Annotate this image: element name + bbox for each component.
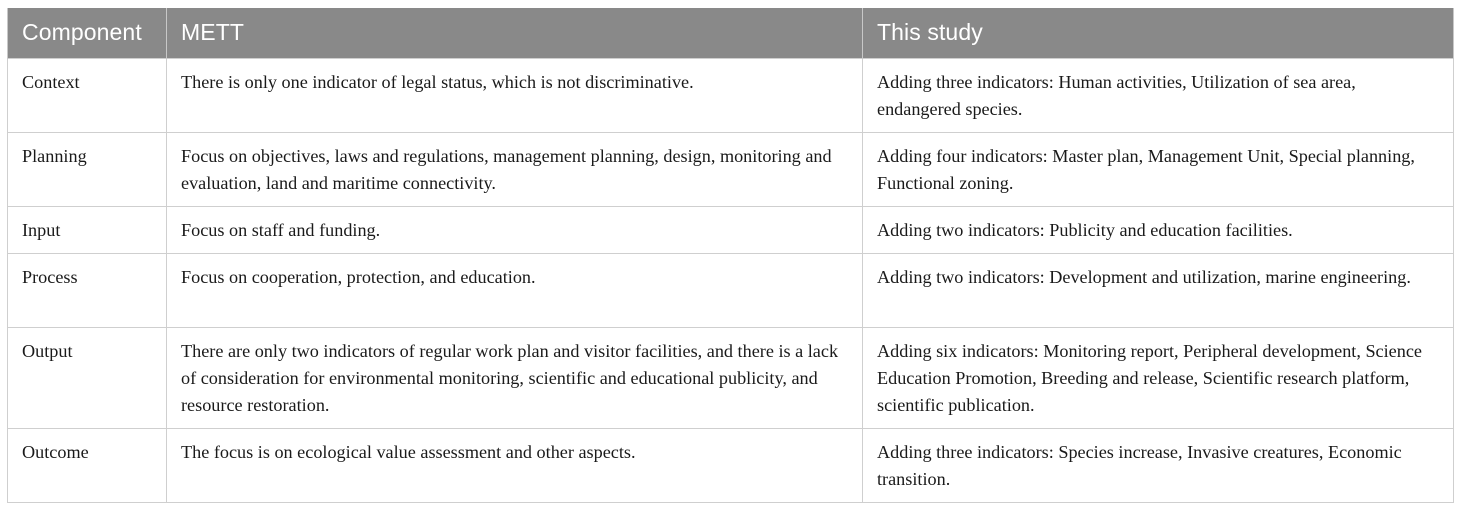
table-header [8,8,1454,58]
header-this-study: This study [863,8,1454,58]
table-row [8,253,1454,327]
cell-this-study: Adding three indicators: Human activities, Utilization of sea area, endangered species. [863,58,1454,132]
cell-this-study: Adding two indicators: Development and utilization, marine engineering. [863,253,1454,327]
table-row [8,428,1454,502]
table-row [8,327,1454,428]
cell-this-study: Adding two indicators: Publicity and education facilities. [863,206,1454,253]
table-row [8,58,1454,132]
header-mett: METT [167,8,863,58]
table-row [8,132,1454,206]
cell-component: Planning [8,132,167,206]
cell-this-study: Adding four indicators: Master plan, Management Unit, Special planning, Functional zoning. [863,132,1454,206]
cell-mett: Focus on objectives, laws and regulations, management planning, design, monitoring and evaluation, land and maritime connectivity. [167,132,863,206]
cell-component: Context [8,58,167,132]
cell-component: Outcome [8,428,167,502]
comparison-table-container [7,8,1453,503]
cell-this-study: Adding six indicators: Monitoring report, Peripheral development, Science Education Promotion, Breeding and release, Scientific research platform, scientific publication. [863,327,1454,428]
cell-mett: The focus is on ecological value assessment and other aspects. [167,428,863,502]
header-row [8,8,1454,58]
cell-mett: There are only two indicators of regular work plan and visitor facilities, and there is a lack of consideration for environmental monitoring, scientific and educational publicity, and resource restoration. [167,327,863,428]
cell-component: Input [8,206,167,253]
table-body [8,58,1454,502]
header-component: Component [8,8,167,58]
cell-component: Process [8,253,167,327]
cell-mett: Focus on cooperation, protection, and education. [167,253,863,327]
cell-this-study: Adding three indicators: Species increase, Invasive creatures, Economic transition. [863,428,1454,502]
table-row [8,206,1454,253]
cell-mett: There is only one indicator of legal status, which is not discriminative. [167,58,863,132]
cell-mett: Focus on staff and funding. [167,206,863,253]
comparison-table [7,8,1454,503]
cell-component: Output [8,327,167,428]
